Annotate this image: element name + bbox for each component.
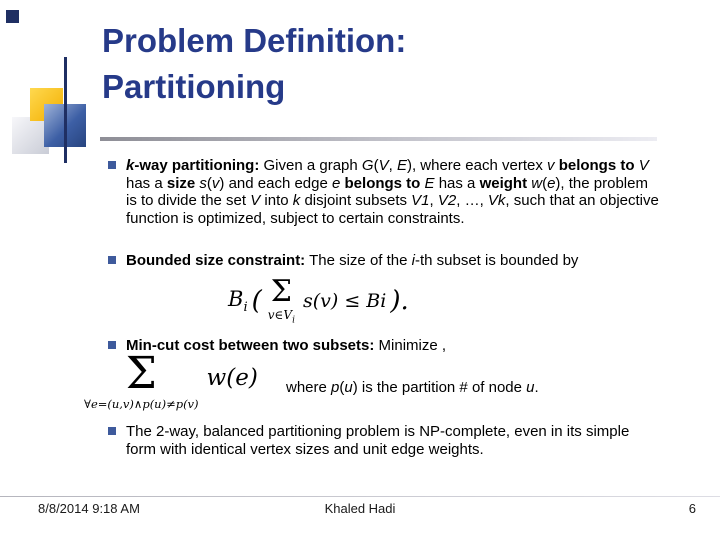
sigma-subscript: $v\in V_i$ xyxy=(267,308,295,326)
vertical-line-decoration xyxy=(64,57,67,163)
bullet-mincut-cost xyxy=(108,337,662,355)
sigma-symbol: Σ xyxy=(270,274,292,309)
bullet-np-complete xyxy=(108,423,662,458)
bullet-bounded-size xyxy=(108,252,662,270)
formula-summation xyxy=(267,274,295,326)
title-underline-rule xyxy=(100,137,657,141)
bullet-text: The 2-way, balanced partitioning problem is NP-complete, even in its simple form with identical vertex sizes and unit edge weights. xyxy=(126,423,630,458)
formula-open-paren: ( xyxy=(251,286,262,317)
bullet-text: Bounded size constraint: The size of the i-th subset is bounded by xyxy=(126,252,579,269)
footer-datetime: 8/8/2014 9:18 AM xyxy=(38,501,140,516)
bullet-square-icon xyxy=(108,256,116,264)
sigma-subscript: ∀e=(u,v)∧p(u)≠p(v) xyxy=(84,396,199,411)
corner-square-decoration xyxy=(6,10,19,23)
formula-close-paren: ). xyxy=(390,286,409,317)
bullet-kway-partitioning xyxy=(108,157,662,227)
slide-title xyxy=(102,18,682,109)
formula-variable: $B_i$ xyxy=(228,287,248,316)
slide-title-line1: Problem Definition: xyxy=(102,22,407,59)
footer-rule xyxy=(0,496,720,497)
formula-mincut xyxy=(84,348,258,411)
slide-title-line2: Partitioning xyxy=(102,67,286,105)
formula-expression: s(v) ≤ Bi xyxy=(302,290,387,313)
bullet-text: Min-cut cost between two subsets: Minimize , xyxy=(126,337,447,354)
formula-summation xyxy=(84,348,199,411)
formula-bounded-size xyxy=(228,274,413,326)
bullet-square-icon xyxy=(108,341,116,349)
footer-page-number: 6 xyxy=(688,501,696,516)
bullet-square-icon xyxy=(108,161,116,169)
bullet-text: k-way partitioning: Given a graph G(V, E), where each vertex v belongs to V has a size s(v) and each edge e belongs to E has a weight w(e), the problem is to divide the set V into k disjoint subsets V1, V2, …, Vk, such that an objective function is optimized, subject to certain constraints. xyxy=(126,157,659,227)
bullet-square-icon xyxy=(108,427,116,435)
formula-mincut-note: where p(u) is the partition # of node u. xyxy=(286,379,539,396)
formula-expression: w(e) xyxy=(206,365,258,391)
footer-author: Khaled Hadi xyxy=(324,501,396,516)
sigma-symbol: Σ xyxy=(125,348,157,399)
